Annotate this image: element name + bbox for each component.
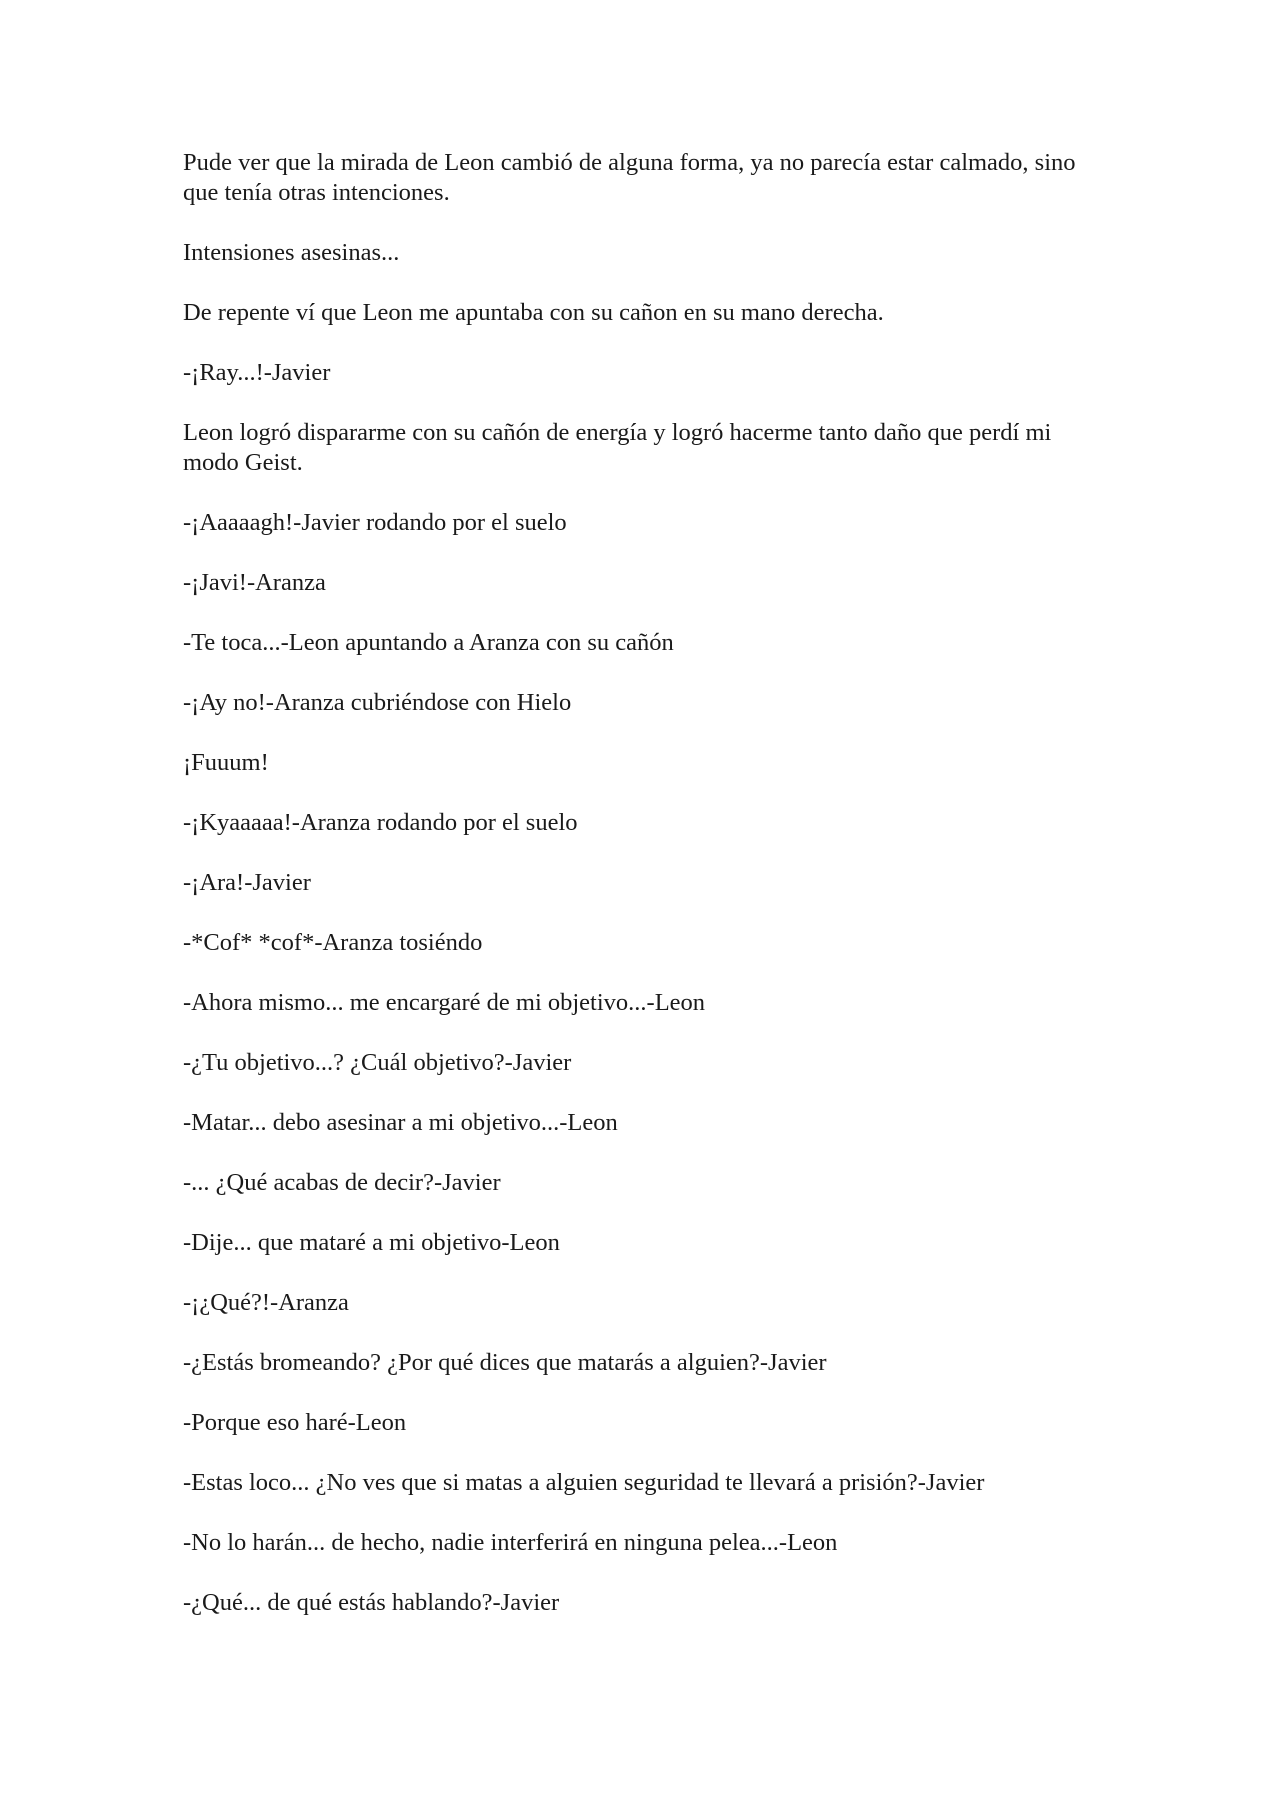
dialogue-line: -Porque eso haré-Leon [183,1409,407,1436]
dialogue-line: -¿Tu objetivo...? ¿Cuál objetivo?-Javier [183,1049,572,1076]
sound-effect-line: ¡Fuuum! [183,749,269,776]
dialogue-line: -¡Ay no!-Aranza cubriéndose con Hielo [183,689,572,716]
dialogue-line: -Estas loco... ¿No ves que si matas a alguien seguridad te llevará a prisión?-Javier [183,1469,985,1496]
dialogue-line: -Ahora mismo... me encargaré de mi objetivo...-Leon [183,989,706,1016]
paragraph-narration-2: Intensiones asesinas... [183,239,400,266]
dialogue-line: -¡Ray...!-Javier [183,359,331,386]
dialogue-line: -¡Kyaaaaa!-Aranza rodando por el suelo [183,809,578,836]
dialogue-line: -¡¿Qué?!-Aranza [183,1289,349,1316]
dialogue-line: -¡Ara!-Javier [183,869,311,896]
dialogue-line: -¡Javi!-Aranza [183,569,326,596]
dialogue-line: -Matar... debo asesinar a mi objetivo...-Leon [183,1109,618,1136]
dialogue-line: -¿Qué... de qué estás hablando?-Javier [183,1589,560,1616]
dialogue-line: -¿Estás bromeando? ¿Por qué dices que matarás a alguien?-Javier [183,1349,827,1376]
dialogue-line: -Dije... que mataré a mi objetivo-Leon [183,1229,560,1256]
paragraph-narration-1: Pude ver que la mirada de Leon cambió de alguna forma, ya no parecía estar calmado, sino que tenía otras intenciones. [183,149,1076,206]
dialogue-line: -¡Aaaaagh!-Javier rodando por el suelo [183,509,567,536]
dialogue-line: -No lo harán... de hecho, nadie interferirá en ninguna pelea...-Leon [183,1529,838,1556]
dialogue-line: -Te toca...-Leon apuntando a Aranza con su cañón [183,629,674,656]
paragraph-narration-3: De repente ví que Leon me apuntaba con su cañon en su mano derecha. [183,299,884,326]
document-body [183,148,1103,1648]
paragraph-narration-4: Leon logró dispararme con su cañón de energía y logró hacerme tanto daño que perdí mi modo Geist. [183,419,1052,476]
dialogue-line: -*Cof* *cof*-Aranza tosiéndo [183,929,483,956]
dialogue-line: -... ¿Qué acabas de decir?-Javier [183,1169,501,1196]
